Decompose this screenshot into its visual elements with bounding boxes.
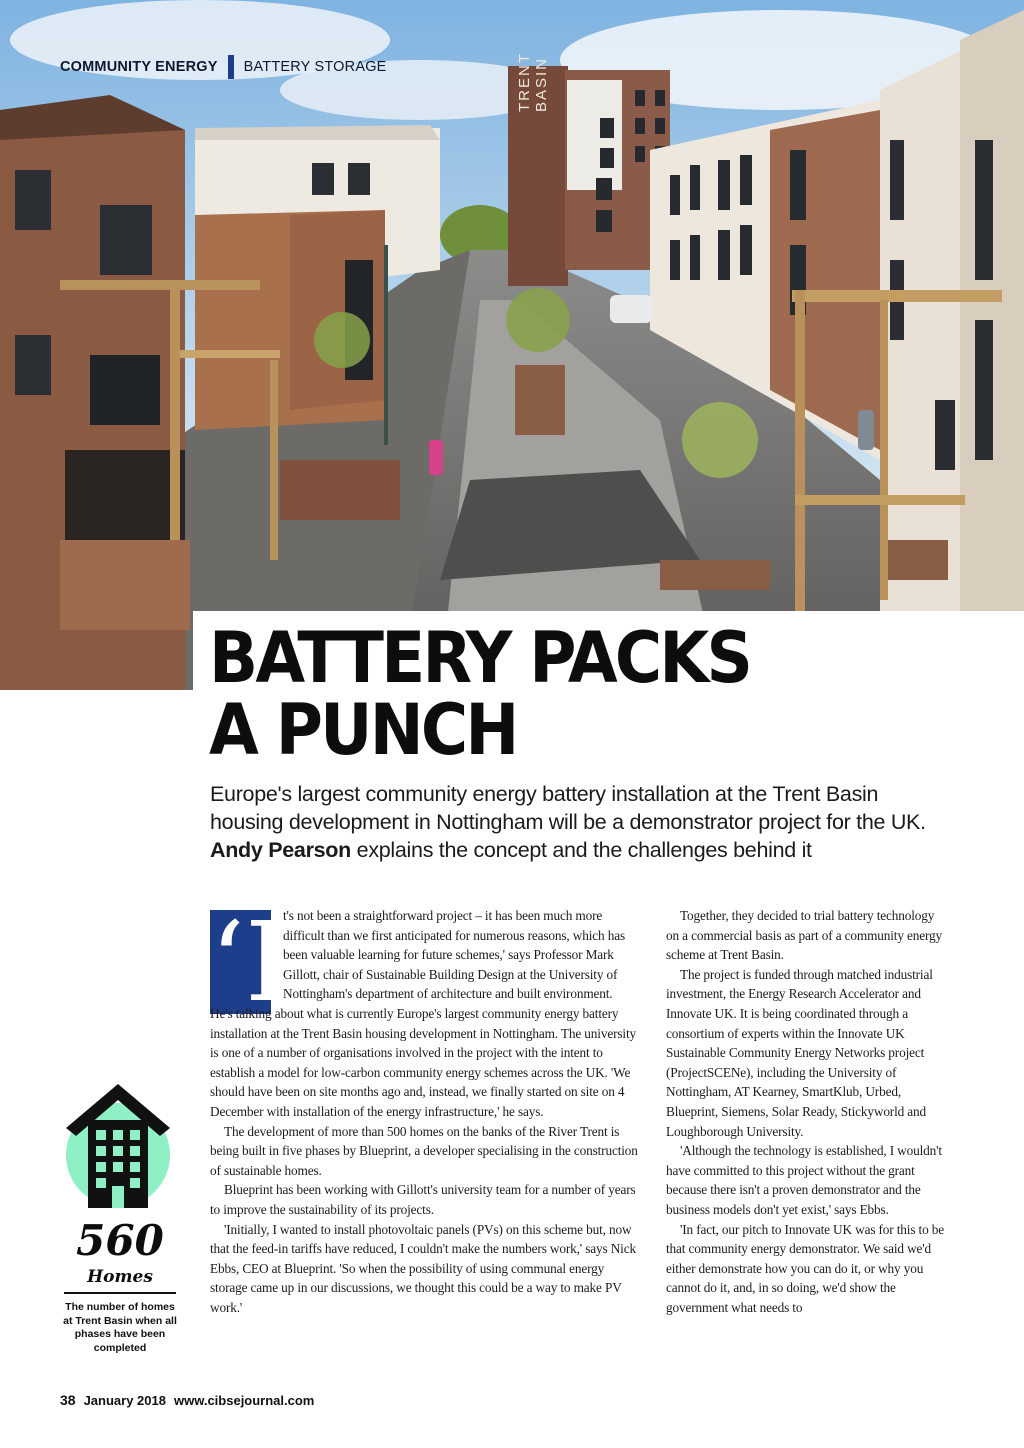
section-secondary: BATTERY STORAGE	[243, 59, 387, 75]
paragraph: Blueprint has been working with Gillott's university team for a number of years to improve the sustainability of its projects.	[210, 1182, 636, 1217]
standfirst	[210, 780, 940, 864]
paragraph: Together, they decided to trial battery technology on a commercial basis as part of a community energy scheme at Trent Basin.	[666, 908, 943, 963]
paragraph: 'In fact, our pitch to Innovate UK was for this to be that community energy demonstrator. We said we'd either demonstrate how you can do it, or why you cannot do it, and, in so doing, we'd show the government what needs to	[666, 1221, 945, 1315]
stat-number: 560	[76, 1216, 164, 1265]
page-number: 38	[60, 1392, 76, 1408]
section-tag	[60, 55, 387, 79]
stat-divider	[64, 1292, 176, 1294]
headline	[209, 617, 945, 771]
hero-photo	[0, 0, 1024, 690]
drop-cap-letter: ‘I	[210, 898, 289, 1026]
paragraph: He's talking about what is currently Europe's largest community energy battery installation at the Trent Basin housing development in Nottingham. The university is one of a number of organisations involved in the project with the intent to establish a model for low-carbon community energy schemes across the UK. 'We should have been on site months ago and, instead, we finally started on site on 4 December with installation of the energy infrastructure,' he says.	[210, 1005, 636, 1119]
sign-line-1: TRENT	[516, 52, 533, 112]
stat-label: Homes	[87, 1267, 153, 1287]
paragraph: 'Although the technology is established, I wouldn't have committed to this project without the grant because there isn't a proven demonstrator and the business models don't yet exist,' says Ebbs.	[666, 1143, 942, 1217]
stat-caption: The number of homes at Trent Basin when all phases have been completed	[63, 1301, 177, 1354]
paragraph: 'Initially, I wanted to install photovoltaic panels (PVs) on this scheme but, now that the feed-in tariffs have reduced, I couldn't make the numbers work,' says Nick Ebbs, CEO at Blueprint. 'So when the possibility of using communal energy storage came up in our discussions, we thought this could be a way to make PV work.'	[210, 1221, 636, 1315]
author-name: Andy Pearson	[210, 838, 351, 862]
website-url: www.cibsejournal.com	[173, 1393, 315, 1408]
paragraph: The development of more than 500 homes on the banks of the River Trent is being built in five phases by Blueprint, a developer specialising in the construction of sustainable homes.	[210, 1123, 638, 1178]
headline-line-2: A PUNCH	[209, 689, 517, 771]
paragraph: The project is funded through matched industrial investment, the Energy Research Accelerator and Innovate UK. It is being coordinated through a consortium of experts within the Innovate UK Sustainable Community Energy Networks project (ProjectSCENe), including the University of Nottingham, AT Kearney, SmartKlub, Urbed, Blueprint, Siemens, Solar Ready, Stickyworld and Loughborough University.	[666, 966, 933, 1139]
apartment-building-icon	[60, 1080, 175, 1210]
section-primary: COMMUNITY ENERGY	[60, 59, 218, 75]
page-footer	[60, 1392, 314, 1408]
trent-basin-sign	[516, 52, 550, 112]
sign-line-2: BASIN	[533, 56, 550, 112]
article-column-2	[666, 906, 946, 1317]
standfirst-text: Europe's largest community energy battery installation at the Trent Basin housing development in Nottingham will be a demonstrator project for the UK.	[210, 782, 926, 834]
paragraph: t's not been a straightforward project – it has been much more difficult than we first anticipated for numerous reasons, which has been valuable learning for future schemes,' says Professor Mark Gillott, chair of Sustainable Building Design at the University of Nottingham's department of architecture and built environment.	[283, 908, 625, 1002]
issue-date: January 2018	[83, 1393, 166, 1408]
headline-line-1: BATTERY PACKS	[209, 617, 751, 699]
street-scene-illustration	[0, 0, 1024, 690]
article-column-1	[210, 898, 640, 1317]
standfirst-tail: explains the concept and the challenges behind it	[356, 838, 812, 862]
section-divider-bar	[228, 55, 234, 79]
